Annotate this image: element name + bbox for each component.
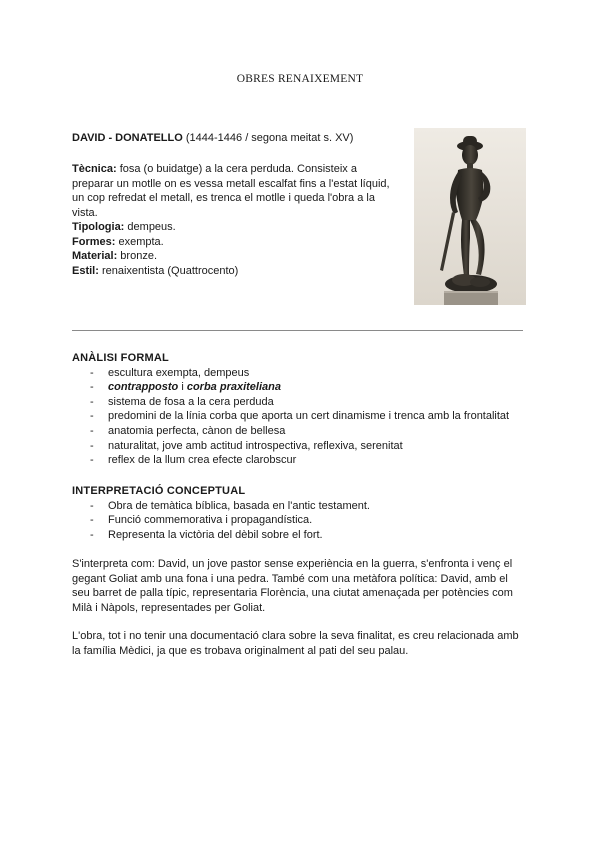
david-statue-image xyxy=(414,128,526,305)
tecnica-text: fosa (o buidatge) a la cera perduda. Consisteix a preparar un motlle on es vessa metall escalfat fins a l'estat líquid, un cop refredat el metall, es trenca el motlle i queda l'obra a la vista. xyxy=(72,163,390,219)
tipologia-row xyxy=(72,220,392,235)
section-divider xyxy=(72,330,523,331)
interpretacio-list xyxy=(72,499,532,543)
material-value: bronze. xyxy=(117,250,157,263)
contrapposto-term: contrapposto xyxy=(108,381,179,394)
list-item: - predomini de la línia corba que aporta un cert dinamisme i trenca amb la frontalitat xyxy=(72,409,532,424)
artwork-name: DAVID - DONATELLO xyxy=(72,132,183,144)
list-item: - reflex de la llum crea efecte clarobscur xyxy=(72,453,532,468)
formes-row xyxy=(72,235,392,250)
formes-label: Formes: xyxy=(72,235,116,248)
tecnica-label: Tècnica: xyxy=(72,163,117,175)
list-item: - Obra de temàtica bíblica, basada en l'antic testament. xyxy=(72,499,532,514)
formes-value: exempta. xyxy=(115,235,164,248)
statue-photo xyxy=(414,128,526,305)
list-item: - anatomia perfecta, cànon de bellesa xyxy=(72,424,532,439)
corba-praxiteliana-term: corba praxiteliana xyxy=(186,381,281,394)
list-item: - Representa la victòria del dèbil sobre el fort. xyxy=(72,528,532,543)
estil-label: Estil: xyxy=(72,264,99,277)
list-item xyxy=(72,380,532,395)
analisi-formal-section xyxy=(72,351,532,468)
material-row xyxy=(72,249,392,264)
connector-text: i xyxy=(178,381,187,394)
material-label: Material: xyxy=(72,250,118,263)
tecnica-paragraph xyxy=(72,162,392,220)
artwork-metadata xyxy=(72,220,392,278)
list-item: - naturalitat, jove amb actitud introspectiva, reflexiva, serenitat xyxy=(72,439,532,454)
analisi-heading: ANÀLISI FORMAL xyxy=(72,352,169,364)
analisi-list xyxy=(72,366,532,468)
interpretation-paragraph: S'interpreta com: David, un jove pastor sense experiència en la guerra, s'enfronta i venç el gegant Goliat amb una fona i una pedra. També com una metàfora política: David, amb el seu barret de palla típic, representaria Florència, una ciutat amenaçada per potències com Milà i Nàpols, representades per Goliat. xyxy=(72,558,513,614)
list-item: - Funció commemorativa i propagandística. xyxy=(72,513,532,528)
artwork-heading xyxy=(72,131,402,146)
interpretacio-heading: INTERPRETACIÓ CONCEPTUAL xyxy=(72,485,246,497)
estil-row xyxy=(72,264,392,279)
list-item: - sistema de fosa a la cera perduda xyxy=(72,395,532,410)
tipologia-label: Tipologia: xyxy=(72,221,125,233)
artwork-date: (1444-1446 / segona meitat s. XV) xyxy=(185,132,354,144)
medici-paragraph: L'obra, tot i no tenir una documentació clara sobre la seva finalitat, es creu relacionada amb la família Mèdici, ja que es trobava originalment al pati del seu palau. xyxy=(72,630,519,657)
interpretacio-section xyxy=(72,484,532,542)
page-title: OBRES RENAIXEMENT xyxy=(236,73,364,85)
list-item: - escultura exempta, dempeus xyxy=(72,366,532,381)
tipologia-value: dempeus. xyxy=(124,221,176,233)
estil-value: renaixentista (Quattrocento) xyxy=(98,264,239,277)
